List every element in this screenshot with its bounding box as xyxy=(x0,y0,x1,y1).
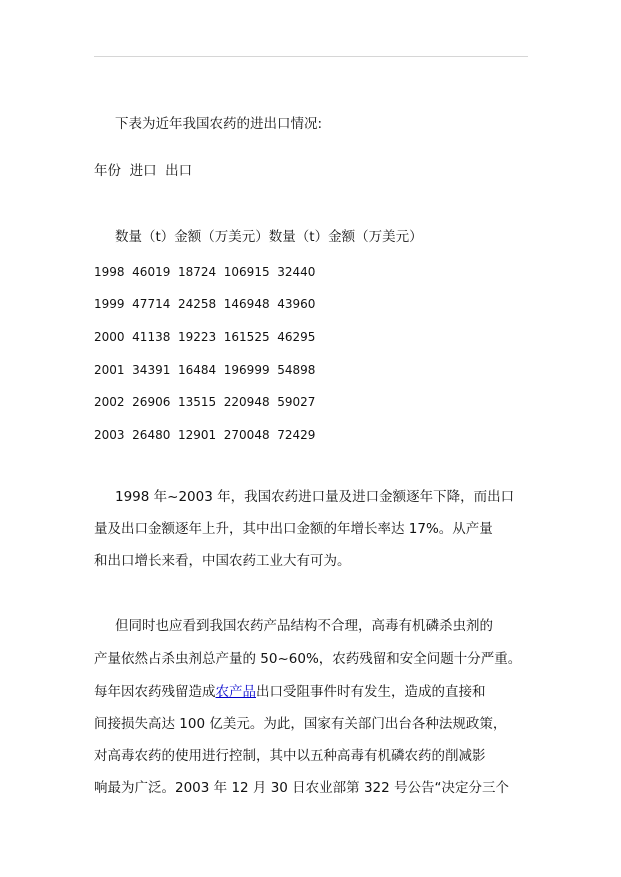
top-divider xyxy=(94,56,528,57)
paragraph-2-line xyxy=(94,684,486,700)
table-row: 2001 34391 16484 196999 54898 xyxy=(94,363,316,377)
paragraph-2-text: 出口受阻事件时有发生，造成的直接和 xyxy=(256,684,486,700)
table-row: 1998 46019 18724 106915 32440 xyxy=(94,265,316,279)
table-header-years: 年份 进口 出口 xyxy=(94,163,193,179)
paragraph-1-line: 量及出口金额逐年上升，其中出口金额的年增长率达 17%。从产量 xyxy=(94,521,493,537)
table-row: 2002 26906 13515 220948 59027 xyxy=(94,395,316,409)
paragraph-2-text: 每年因农药残留造成 xyxy=(94,684,216,700)
table-header-columns: 数量（t）金额（万美元）数量（t）金额（万美元） xyxy=(115,229,423,245)
paragraph-2-line: 产量依然占杀虫剂总产量的 50~60%，农药残留和安全问题十分严重。 xyxy=(94,651,522,667)
paragraph-1-line: 1998 年~2003 年，我国农药进口量及进口金额逐年下降，而出口 xyxy=(115,489,515,505)
agricultural-products-link[interactable]: 农产品 xyxy=(215,684,256,700)
paragraph-2-line: 对高毒农药的使用进行控制，其中以五种高毒有机磷农药的削减影 xyxy=(94,748,486,764)
paragraph-2-line: 但同时也应看到我国农药产品结构不合理，高毒有机磷杀虫剂的 xyxy=(115,618,493,634)
table-row: 1999 47714 24258 146948 43960 xyxy=(94,297,316,311)
paragraph-2-line: 响最为广泛。2003 年 12 月 30 日农业部第 322 号公告“决定分三个 xyxy=(94,780,510,796)
table-row: 2000 41138 19223 161525 46295 xyxy=(94,330,316,344)
intro-text: 下表为近年我国农药的进出口情况: xyxy=(115,116,323,132)
table-row: 2003 26480 12901 270048 72429 xyxy=(94,428,316,442)
paragraph-2-line: 间接损失高达 100 亿美元。为此，国家有关部门出台各种法规政策， xyxy=(94,716,507,732)
paragraph-1-line: 和出口增长来看，中国农药工业大有可为。 xyxy=(94,553,351,569)
